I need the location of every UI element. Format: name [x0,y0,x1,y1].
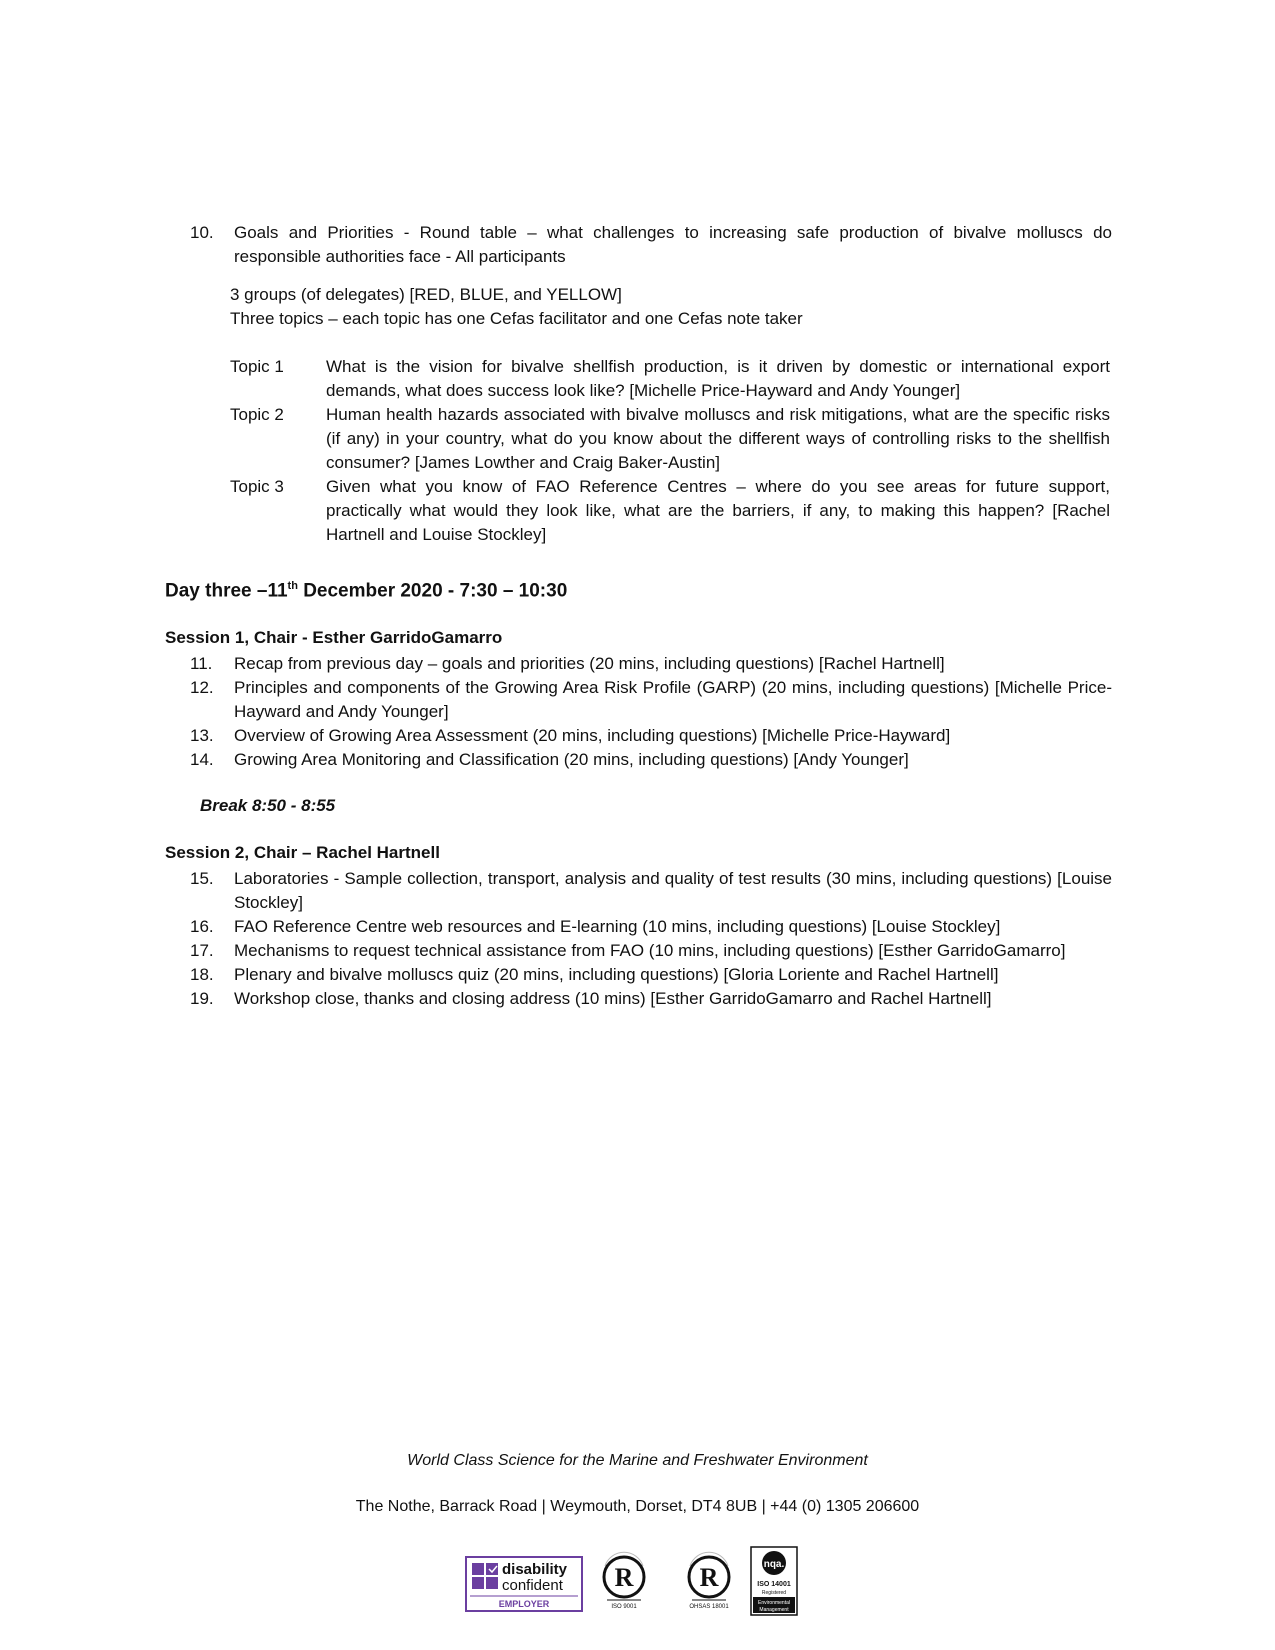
groups-line: 3 groups (of delegates) [RED, BLUE, and YELLOW] [230,285,622,304]
session-1-title: Session 1, Chair - Esther GarridoGamarro [165,628,503,647]
item-number: 13. [190,726,214,745]
confident-word: confident [502,1577,563,1594]
agenda-item-11 [190,652,1112,676]
iso14001-label: ISO 14001 [757,1581,791,1588]
item-text: FAO Reference Centre web resources and E-learning (10 mins, including questions) [Louise Stockley] [234,917,1001,936]
env-label-1: Environmental [758,1600,790,1606]
item-number: 18. [190,965,214,984]
tick-icon [486,1563,498,1575]
item-number: 17. [190,941,214,960]
disability-word: disability [502,1561,568,1578]
agenda-item-19 [190,987,1112,1011]
lrqa-iso9001-logo [597,1546,651,1610]
item-number: 10. [190,223,214,242]
env-label-2: Management [759,1607,789,1613]
lrqa-ohsas-logo [682,1546,736,1610]
ohsas-label: OHSAS 18001 [689,1604,729,1610]
agenda-item-12 [190,676,1112,724]
item-text: Growing Area Monitoring and Classification (20 mins, including questions) [Andy Younger] [234,750,909,769]
employer-word: EMPLOYER [498,1599,550,1609]
lock-icon [472,1577,484,1589]
topic-label: Topic 2 [230,405,284,424]
agenda-item-18 [190,963,1112,987]
disability-confident-logo [465,1556,583,1612]
topic-text: Given what you know of FAO Reference Centres – where do you see areas for future support, practically what would they look like, what are the barriers, if any, to making this happen? [Rachel Hartnell and Louise Stockley] [326,477,1110,544]
session-2-title: Session 2, Chair – Rachel Hartnell [165,843,440,862]
agenda-item-13 [190,724,1112,748]
item-number: 19. [190,989,214,1008]
r-mark-icon: R [614,1563,634,1592]
iso9001-label: ISO 9001 [611,1604,637,1610]
topic-2 [230,403,1110,475]
topic-label: Topic 3 [230,477,284,496]
item-text: Plenary and bivalve molluscs quiz (20 mins, including questions) [Gloria Loriente and Rachel Hartnell] [234,965,999,984]
agenda-item-16 [190,915,1112,939]
agenda-item-17 [190,939,1112,963]
topics-line: Three topics – each topic has one Cefas facilitator and one Cefas note taker [230,309,803,328]
people-icon [472,1563,484,1575]
footer-address: The Nothe, Barrack Road | Weymouth, Dorset, DT4 8UB | +44 (0) 1305 206600 [355,1498,920,1515]
item-text: Goals and Priorities - Round table – what challenges to increasing safe production of bivalve molluscs do responsible authorities face - All participants [234,223,1112,266]
item-number: 15. [190,869,214,888]
item-text: Overview of Growing Area Assessment (20 mins, including questions) [Michelle Price-Hayward] [234,726,951,745]
item-text: Recap from previous day – goals and priorities (20 mins, including questions) [Rachel Hartnell] [234,654,945,673]
break-label: Break 8:50 - 8:55 [200,796,336,815]
nqa-mark: nqa. [763,1559,785,1570]
agenda-item-14 [190,748,1112,772]
topic-3 [230,475,1110,547]
nqa-iso14001-logo [750,1546,798,1616]
item-number: 11. [190,654,213,673]
item-number: 16. [190,917,214,936]
topic-text: What is the vision for bivalve shellfish production, is it driven by domestic or international export demands, what does success look like? [Michelle Price-Hayward and Andy Younger] [326,357,1110,400]
item-number: 14. [190,750,214,769]
day-heading [165,580,567,602]
item-text: Laboratories - Sample collection, transport, analysis and quality of test results (30 mins, including questions) [Louise Stockley] [234,869,1112,912]
agenda-item-15 [190,867,1112,915]
day-heading-suffix: December 2020 - 7:30 – 10:30 [297,580,568,602]
item-text: Workshop close, thanks and closing address (10 mins) [Esther GarridoGamarro and Rachel Hartnell] [234,989,992,1008]
item-text: Mechanisms to request technical assistance from FAO (10 mins, including questions) [Esther GarridoGamarro] [234,941,1066,960]
registered-label: Registered [761,1590,787,1596]
r-mark-icon: R [699,1563,719,1592]
topic-1 [230,355,1110,403]
topic-text: Human health hazards associated with bivalve molluscs and risk mitigations, what are the specific risks (if any) in your country, what do you know about the different ways of controlling risks to the shellfish consumer? [James Lowther and Craig Baker-Austin] [326,405,1110,472]
agenda-item-10 [190,221,1112,269]
footer-tagline: World Class Science for the Marine and Freshwater Environment [407,1452,868,1469]
day-heading-prefix: Day three –11 [165,580,288,602]
topic-label: Topic 1 [230,357,284,376]
day-heading-sup: th [287,580,298,592]
star-icon [486,1577,498,1589]
item-text: Principles and components of the Growing Area Risk Profile (GARP) (20 mins, including questions) [Michelle Price-Hayward and Andy Younger] [234,678,1112,721]
item-number: 12. [190,678,214,697]
